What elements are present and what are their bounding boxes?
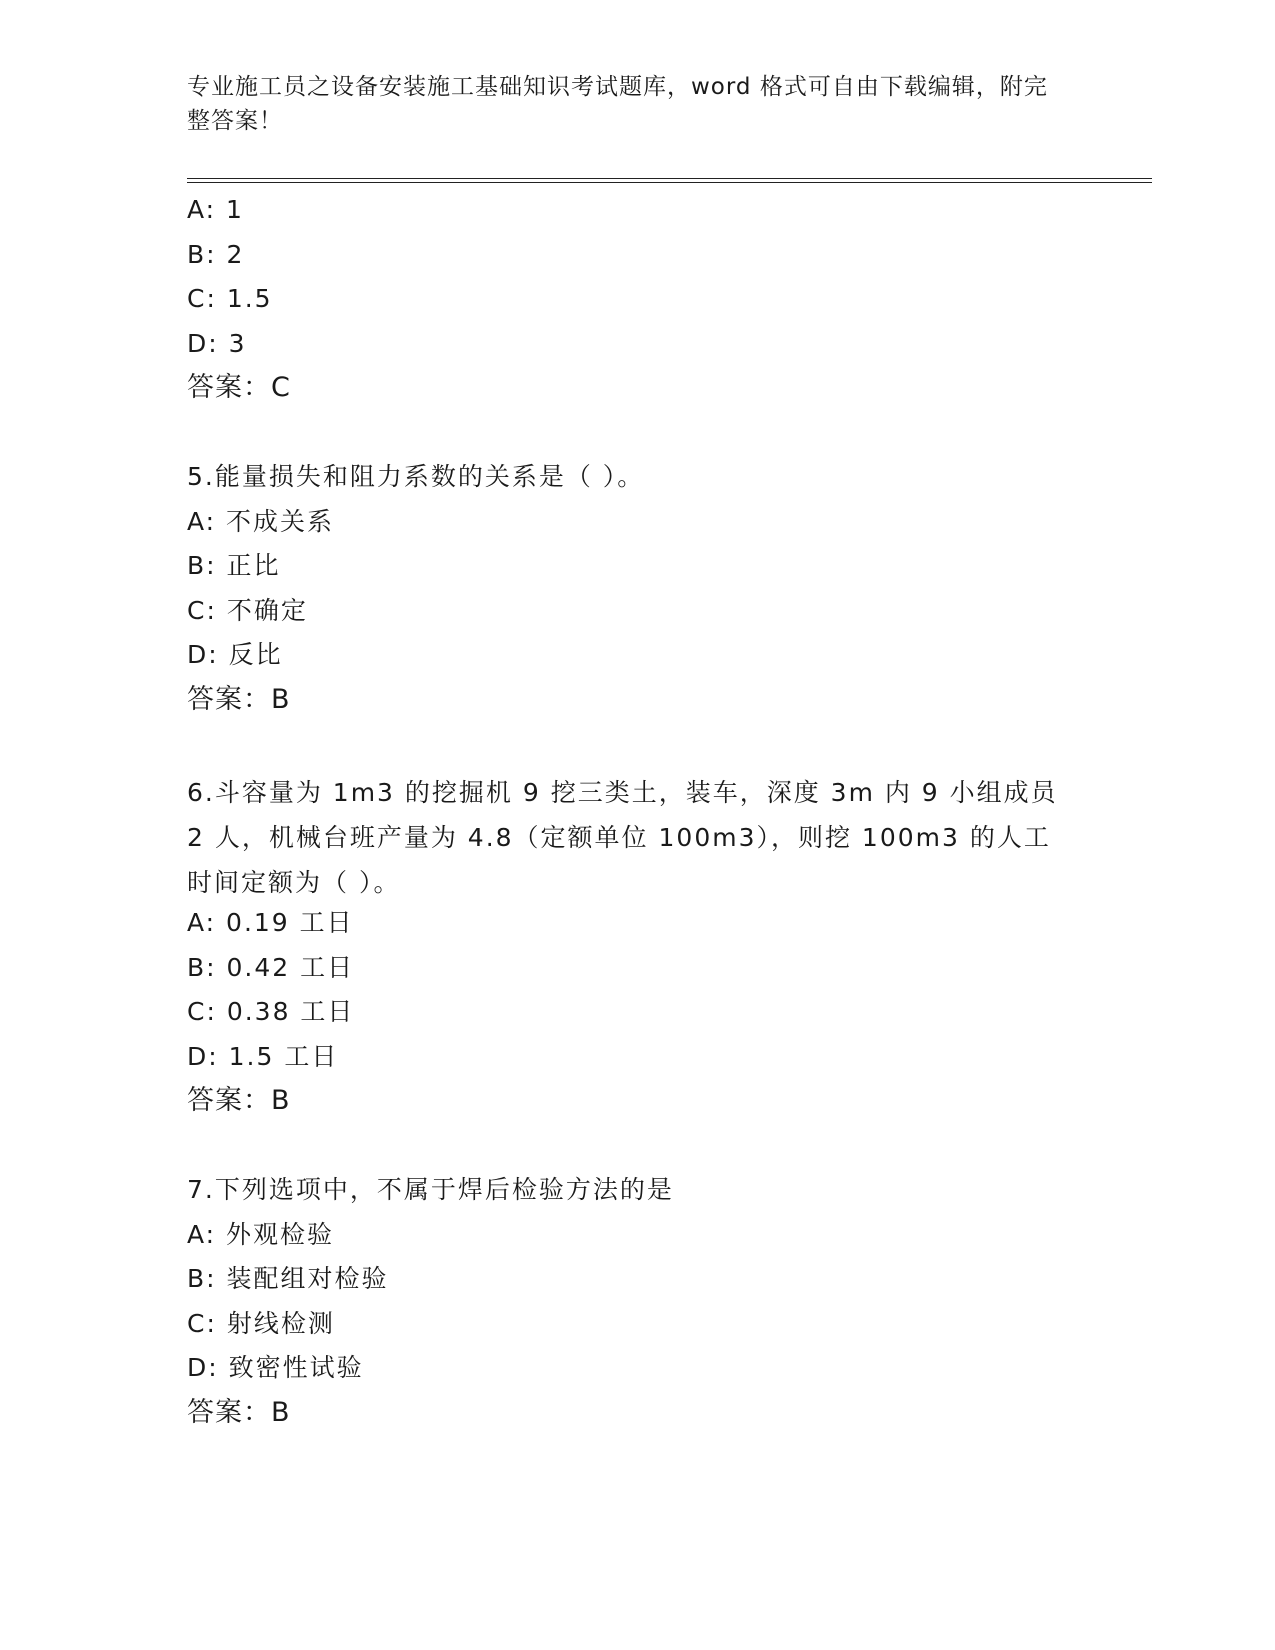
q5-option-a: A: 不成关系 (187, 507, 335, 536)
q4-option-b: B: 2 (187, 240, 245, 269)
q5-option-d: D: 反比 (187, 640, 283, 669)
q6-option-a: A: 0.19 工日 (187, 908, 354, 937)
q7-question: 7.下列选项中，不属于焊后检验方法的是 (187, 1175, 674, 1204)
q6-option-b: B: 0.42 工日 (187, 953, 355, 982)
q5-option-c: C: 不确定 (187, 596, 308, 625)
document-header: 专业施工员之设备安装施工基础知识考试题库，word 格式可自由下载编辑，附完整答案！ (187, 74, 1048, 134)
q4-option-a: A: 1 (187, 195, 244, 224)
q5-question: 5.能量损失和阻力系数的关系是（ ）。 (187, 462, 645, 491)
q7-option-a: A: 外观检验 (187, 1220, 335, 1249)
q7-option-b: B: 装配组对检验 (187, 1264, 389, 1293)
header-divider-bottom (187, 182, 1152, 183)
q7-option-c: C: 射线检测 (187, 1309, 335, 1338)
q7-answer: 答案：B (187, 1397, 291, 1428)
q5-answer: 答案：B (187, 684, 291, 715)
q6-answer: 答案：B (187, 1085, 291, 1116)
q6-question: 6.斗容量为 1m3 的挖掘机 9 挖三类土，装车，深度 3m 内 9 小组成员 2 人，机械台班产量为 4.8（定额单位 100m3），则挖 100m3 的人工时间定额为（ ）。 (187, 778, 1058, 897)
q6-option-c: C: 0.38 工日 (187, 997, 355, 1026)
header-divider-top (187, 178, 1152, 179)
q4-answer: 答案：C (187, 372, 291, 403)
q7-option-d: D: 致密性试验 (187, 1353, 364, 1382)
q5-option-b: B: 正比 (187, 551, 281, 580)
q4-option-c: C: 1.5 (187, 284, 273, 313)
q6-option-d: D: 1.5 工日 (187, 1042, 339, 1071)
q4-option-d: D: 3 (187, 329, 247, 358)
